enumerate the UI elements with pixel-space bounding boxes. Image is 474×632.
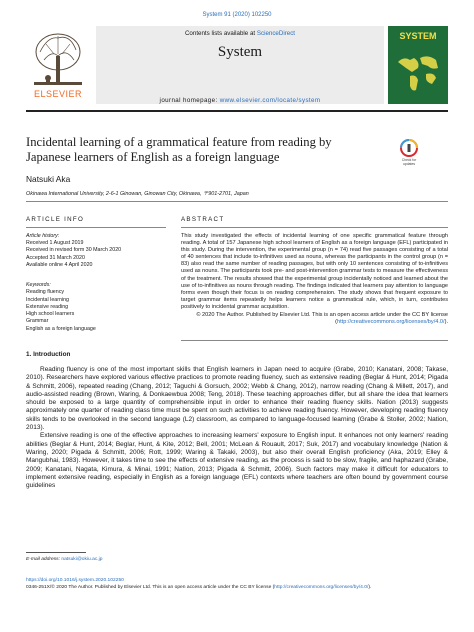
introduction-heading: 1. Introduction bbox=[26, 351, 71, 358]
article-history bbox=[26, 233, 166, 269]
introduction-body bbox=[26, 366, 448, 490]
keyword: Reading fluency bbox=[26, 289, 64, 296]
crossmark-icon bbox=[395, 138, 423, 158]
license-prefix: 0346-251X/© 2020 The Author. Published by Elsevier Ltd. This is an open access article under the CC BY license ( bbox=[26, 584, 275, 590]
intro-paragraph: Reading fluency is one of the most important skills that English learners in Japan need to acquire (Grabe, 2010; Kanatani, 2008; Takase, 2010). Researchers have explored various effective practices to promote reading fluency, such as extensive reading (Beglar & Hunt, 2014; Pigada & Schmitt, 2006), repeated reading (Chang, 2012; Taguchi & Gorsuch, 2002; Webb & Chang, 2012), narrow reading (Chang & Millett, 2017), and audio-assisted reading (Brown, Waring, & Donkaewbua 2008; Teng, 2018). These teaching approaches differ, but all share the idea that learners should be exposed to a large quantity of comprehensible input in order to enhance their reading fluency skills. Nation (2013) suggests approximately one quarter of reading class time must be spent on such activities to achieve reading fluency. However, developing reading fluency skills tends to be overlooked in the second language (L2) classroom, as compared to language-focused learning (Grabe & Stoller, 2002; Nation, 2013). bbox=[26, 366, 448, 432]
email-footnote bbox=[26, 557, 102, 562]
homepage-link[interactable]: www.elsevier.com/locate/system bbox=[219, 97, 321, 104]
license-suffix: ). bbox=[368, 584, 372, 590]
cover-map-icon bbox=[394, 48, 442, 96]
license-line bbox=[26, 585, 448, 592]
abstract-rule bbox=[181, 227, 448, 228]
keyword: Grammar bbox=[26, 318, 49, 325]
keywords bbox=[26, 282, 166, 333]
history-item: Available online 4 April 2020 bbox=[26, 261, 93, 268]
history-item: Received in revised form 30 March 2020 bbox=[26, 247, 122, 254]
history-item: Accepted 31 March 2020 bbox=[26, 254, 85, 261]
contents-prefix: Contents lists available at bbox=[184, 30, 257, 37]
badge-text-1: Check for bbox=[401, 158, 417, 162]
author-name: Natsuki Aka bbox=[26, 174, 71, 184]
abstract-end-rule bbox=[181, 340, 448, 341]
keyword: English as a foreign language bbox=[26, 325, 96, 332]
keywords-label: Keywords: bbox=[26, 282, 51, 288]
contents-line bbox=[96, 30, 384, 37]
email-link[interactable]: natsuki@okiu.ac.jp bbox=[61, 557, 103, 562]
intro-paragraph: Extensive reading is one of the effective approaches to increasing learners' exposure to English input. It enhances not only learners' reading abilities (Beglar & Hunt, 2014; Beglar, Hunt, & Kite, 2012; Bell, 2001; McLean & Rouault, 2017; Suk, 2017) and vocabulary knowledge (Nation & Waring, 2020; Pigada & Schmitt, 2006; Rott, 1999; Waring & Takaki, 2003), but also their overall English proficiency (Aka, 2019; Elley & Mangubhai, 1983). However, it takes time to see the effects of extensive reading, as the process is said to be slow, fragile, and haphazard (Grabe, 2009; Kanatani, Nagata, Kimura, & Minai, 1991; Nation, 2013; Pigada & Schmitt, 2006). Such factors may make it difficult for educators to implement extensive reading, especially in English as a foreign language (EFL) contexts where teachers are often bound by government course guidelines bbox=[26, 432, 448, 490]
footnote-rule bbox=[26, 552, 86, 553]
journal-reference[interactable]: System 91 (2020) 102250 bbox=[202, 12, 272, 18]
keyword: High school learners bbox=[26, 311, 75, 318]
journal-banner bbox=[96, 26, 384, 104]
keyword: Extensive reading bbox=[26, 303, 69, 310]
badge-text-2: updates bbox=[402, 162, 416, 166]
copyright-suffix: ). bbox=[444, 319, 448, 326]
abstract-body bbox=[181, 233, 448, 326]
license-link[interactable]: http://creativecommons.org/licenses/by/4.0/ bbox=[337, 319, 445, 326]
doi-link[interactable]: https://doi.org/10.1016/j.system.2020.102250 bbox=[26, 578, 124, 583]
article-info-rule bbox=[26, 227, 166, 228]
journal-cover[interactable] bbox=[388, 26, 448, 104]
footer-license-link[interactable]: http://creativecommons.org/licenses/by/4.0/ bbox=[274, 584, 369, 590]
abstract-copyright bbox=[181, 312, 448, 326]
sciencedirect-link[interactable]: ScienceDirect bbox=[256, 30, 296, 37]
elsevier-wordmark: ELSEVIER bbox=[33, 89, 83, 99]
header-rule bbox=[26, 110, 448, 112]
copyright-prefix: © 2020 The Author. Published by Elsevier Ltd. This is an open access article under the CC BY license ( bbox=[196, 312, 448, 326]
journal-name: System bbox=[217, 44, 263, 60]
article-title: Incidental learning of a grammatical feature from reading by Japanese learners of English as a foreign language bbox=[26, 135, 332, 164]
title-rule bbox=[26, 201, 448, 202]
abstract-text: This study investigated the effects of incidental learning of one specific grammatical feature through reading. A total of 157 Japanese high school learners of English as a foreign language (EFL) participated in this study. During the intervention, the experimental group (n = 74) read five passages consisting of a total of 40 sentences that include to-infinitives used as nouns, whereas the participants in the control group (n = 83) also read the same number of reading passages, but with only 10 sentences consisting of to-infinitives used as nouns. The participants took pre- and post-intervention grammar tests to measure the effectiveness of the treatment. The results showed that the experimental group incidentally noticed and learned about the use of to-infinitives as nouns through reading. The findings indicated that learners pay attention to language forms even though their focus is on reading comprehension. The study shows that frequent exposure to target grammar items repeatedly helps learners notice a grammatical rule, which, in turn, contributes positively to incidental grammar acquisition. bbox=[181, 233, 448, 310]
homepage-prefix: journal homepage: bbox=[159, 97, 220, 104]
doi-block bbox=[26, 578, 448, 592]
check-for-updates-badge[interactable] bbox=[395, 138, 423, 168]
email-label: E-mail address: bbox=[26, 557, 62, 562]
abstract-heading: ABSTRACT bbox=[181, 216, 225, 223]
keyword: Incidental learning bbox=[26, 296, 69, 303]
article-info-heading: ARTICLE INFO bbox=[26, 216, 85, 223]
history-item: Received 1 August 2019 bbox=[26, 240, 84, 247]
elsevier-logo bbox=[26, 26, 90, 104]
history-label: Article history: bbox=[26, 233, 60, 239]
cover-title: SYSTEM bbox=[399, 31, 437, 41]
author-affiliation: Okinawa International University, 2-6-1 Ginowan, Ginowan City, Okinawa, 〒901-2701, Japan bbox=[26, 191, 249, 197]
homepage-line bbox=[96, 97, 384, 104]
